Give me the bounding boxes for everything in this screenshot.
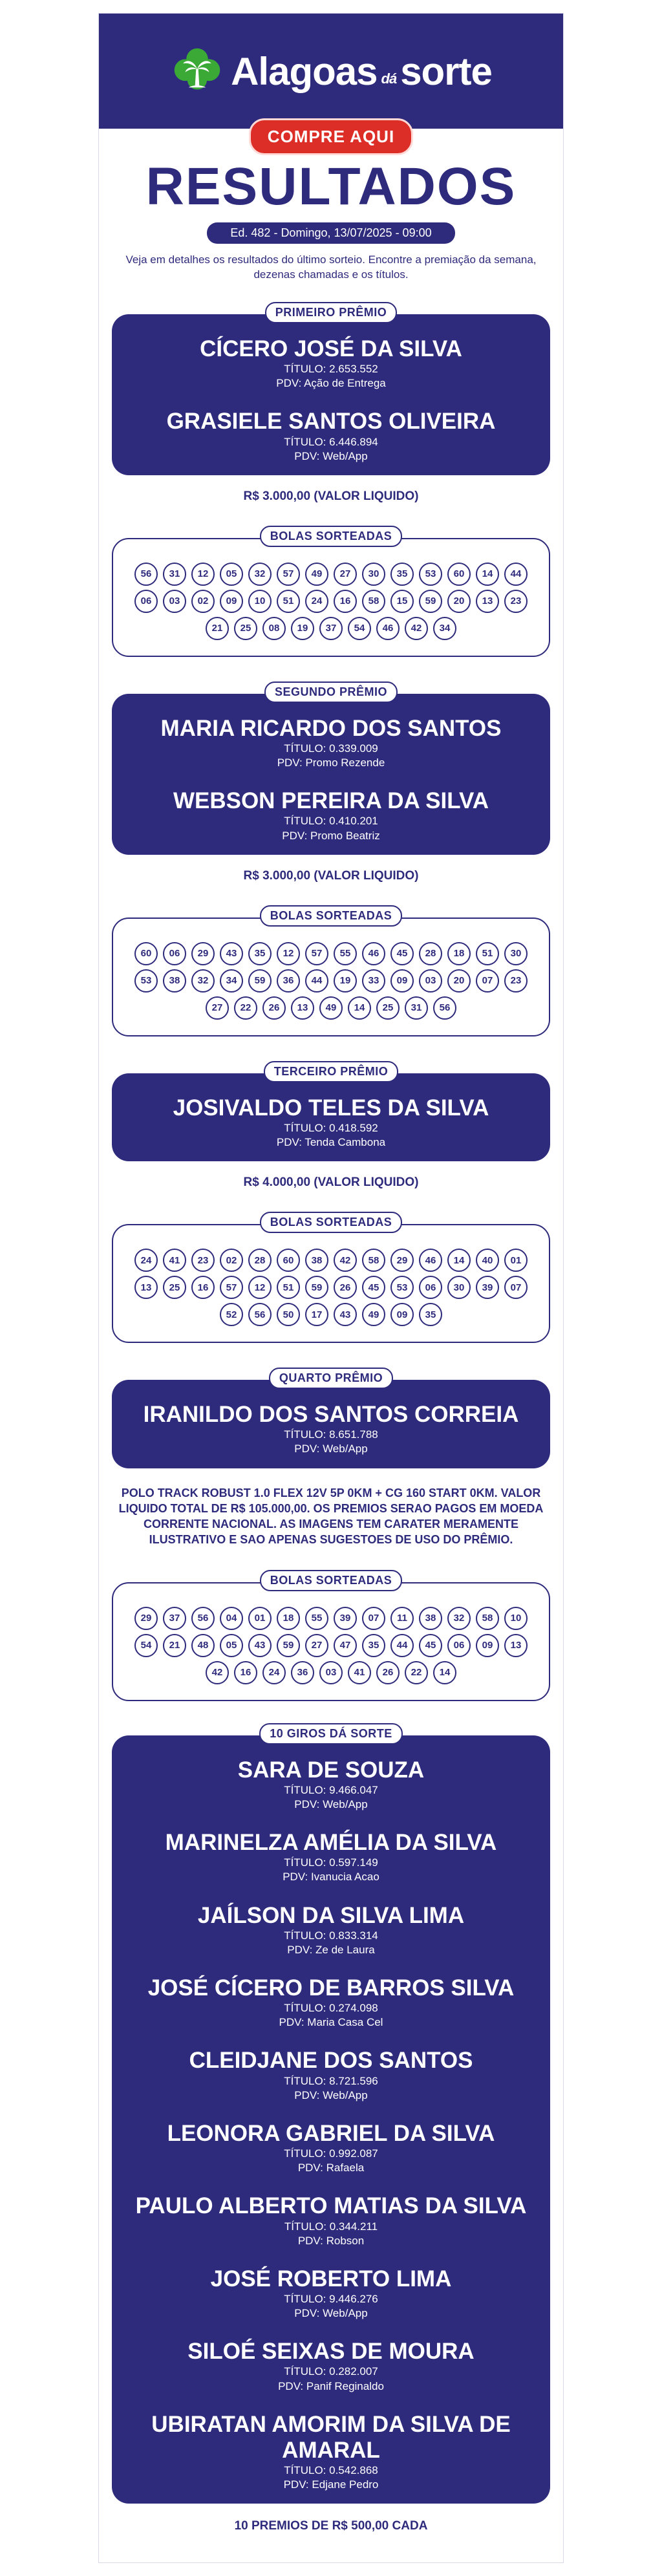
header	[99, 14, 563, 129]
winner-pdv: PDV: Robson	[297, 2234, 365, 2247]
ball: 35	[362, 1634, 385, 1657]
page-title: RESULTADOS	[145, 157, 517, 216]
winner-name: CÍCERO JOSÉ DA SILVA	[200, 336, 462, 361]
ball: 56	[191, 1607, 215, 1630]
winner-pdv: PDV: Web/App	[294, 2088, 368, 2101]
ball: 53	[134, 969, 158, 993]
balls-label: BOLAS SORTEADAS	[260, 905, 403, 927]
ball-row	[123, 969, 539, 993]
ball: 29	[191, 942, 215, 965]
winner-name: PAULO ALBERTO MATIAS DA SILVA	[135, 2193, 527, 2219]
ball: 35	[248, 942, 272, 965]
prize-label: PRIMEIRO PRÊMIO	[265, 302, 398, 323]
ball: 20	[447, 969, 471, 993]
ball-row	[123, 1303, 539, 1326]
ball: 60	[447, 563, 471, 586]
winner-pdv: PDV: Ze de Laura	[287, 1943, 375, 1956]
ball: 09	[390, 969, 414, 993]
ball: 18	[277, 1607, 300, 1630]
ball: 29	[390, 1249, 414, 1272]
winner-name: SARA DE SOUZA	[237, 1757, 425, 1783]
ball: 01	[248, 1607, 272, 1630]
ball: 39	[334, 1607, 357, 1630]
winner-titulo: TÍTULO: 0.597.149	[284, 1856, 378, 1869]
ball: 28	[419, 942, 442, 965]
ball: 31	[163, 563, 186, 586]
winner	[122, 409, 540, 463]
ball: 02	[191, 590, 215, 613]
ball: 50	[277, 1303, 300, 1326]
ball: 07	[362, 1607, 385, 1630]
ball: 12	[191, 563, 215, 586]
ball: 17	[305, 1303, 328, 1326]
ball-row	[123, 1607, 539, 1630]
ball: 13	[504, 1634, 528, 1657]
ball: 09	[476, 1634, 499, 1657]
ball: 01	[504, 1249, 528, 1272]
ball: 23	[504, 969, 528, 993]
winner-pdv: PDV: Web/App	[294, 1798, 368, 1811]
giros-label: 10 GIROS DÁ SORTE	[259, 1723, 403, 1744]
ball: 15	[390, 590, 414, 613]
ball: 13	[291, 996, 314, 1020]
ball: 10	[248, 590, 272, 613]
ball: 54	[348, 617, 371, 640]
ball: 51	[277, 590, 300, 613]
winner-titulo: TÍTULO: 0.542.868	[284, 2464, 378, 2477]
winner	[122, 716, 540, 770]
winner-titulo: TÍTULO: 0.344.211	[284, 2220, 378, 2233]
prize-box	[112, 1380, 550, 1468]
ball: 23	[504, 590, 528, 613]
ball-row	[123, 1276, 539, 1299]
ball: 13	[476, 590, 499, 613]
ball: 37	[163, 1607, 186, 1630]
balls-box	[112, 1582, 550, 1701]
prize-value: R$ 3.000,00 (VALOR LIQUIDO)	[243, 868, 419, 883]
ball: 25	[376, 996, 400, 1020]
brand-logo	[231, 49, 492, 94]
ball: 41	[163, 1249, 186, 1272]
winner-titulo: TÍTULO: 0.833.314	[284, 1929, 378, 1942]
ball: 42	[334, 1249, 357, 1272]
ball-row	[123, 617, 539, 640]
ball: 46	[362, 942, 385, 965]
ball: 57	[305, 942, 328, 965]
winner-pdv: PDV: Ação de Entrega	[276, 377, 386, 390]
ball: 25	[163, 1276, 186, 1299]
winner	[122, 2193, 540, 2248]
winner-titulo: TÍTULO: 0.274.098	[284, 2002, 378, 2015]
ball: 25	[234, 617, 257, 640]
ball: 56	[134, 563, 158, 586]
winner	[122, 1975, 540, 2030]
ball: 30	[447, 1276, 471, 1299]
prize-label: SEGUNDO PRÊMIO	[264, 682, 398, 703]
winner-name: IRANILDO DOS SANTOS CORREIA	[143, 1402, 519, 1428]
ball: 33	[362, 969, 385, 993]
prize-value: R$ 3.000,00 (VALOR LIQUIDO)	[243, 489, 419, 503]
ball: 46	[419, 1249, 442, 1272]
ball: 38	[419, 1607, 442, 1630]
ball: 09	[390, 1303, 414, 1326]
ball: 10	[504, 1607, 528, 1630]
ball: 58	[362, 590, 385, 613]
winner-name: JOSÉ ROBERTO LIMA	[210, 2266, 452, 2292]
ball: 41	[348, 1661, 371, 1684]
ball: 20	[447, 590, 471, 613]
ball-row	[123, 996, 539, 1020]
winner-name: GRASIELE SANTOS OLIVEIRA	[166, 409, 496, 435]
winner-name: JOSÉ CÍCERO DE BARROS SILVA	[147, 1975, 515, 2001]
ball: 22	[405, 1661, 428, 1684]
ball: 38	[163, 969, 186, 993]
winner-pdv: PDV: Edjane Pedro	[283, 2478, 379, 2491]
ball: 42	[405, 617, 428, 640]
balls-box	[112, 538, 550, 657]
prize-box	[112, 1073, 550, 1161]
ball: 16	[234, 1661, 257, 1684]
ball: 03	[163, 590, 186, 613]
winner	[122, 336, 540, 391]
ball: 14	[348, 996, 371, 1020]
ball-row	[123, 1661, 539, 1684]
ball: 05	[220, 563, 243, 586]
ball: 04	[220, 1607, 243, 1630]
ball: 59	[277, 1634, 300, 1657]
winner-titulo: TÍTULO: 9.466.047	[284, 1783, 378, 1796]
winner-name: JOSIVALDO TELES DA SILVA	[173, 1095, 489, 1121]
ball: 45	[362, 1276, 385, 1299]
ball: 26	[262, 996, 286, 1020]
winner-name: MARIA RICARDO DOS SANTOS	[160, 715, 502, 741]
buy-button[interactable]: COMPRE AQUI	[249, 118, 413, 155]
ball-row	[123, 590, 539, 613]
balls-label: BOLAS SORTEADAS	[260, 1212, 403, 1233]
ball: 47	[334, 1634, 357, 1657]
ball: 49	[305, 563, 328, 586]
prize-description: POLO TRACK ROBUST 1.0 FLEX 12V 5P 0KM + CG 160 START 0KM. VALOR LIQUIDO TOTAL DE R$ 105.000,00. OS PREMIOS SERAO PAGOS EM MOEDA CORRENTE NACIONAL. AS IMAGENS TEM CARATER MERAMENTE ILUSTRATIVO E SAO APENAS SUGESTOES DE USO DO PRÊMIO.	[118, 1486, 544, 1547]
winner-titulo: TÍTULO: 0.992.087	[284, 2147, 378, 2160]
winner-pdv: PDV: Web/App	[294, 2307, 368, 2320]
winner-pdv: PDV: Maria Casa Cel	[279, 2016, 383, 2029]
ball: 03	[319, 1661, 343, 1684]
balls-label: BOLAS SORTEADAS	[260, 526, 403, 547]
prize-label: QUARTO PRÊMIO	[269, 1368, 393, 1389]
ball: 11	[390, 1607, 414, 1630]
ball: 55	[334, 942, 357, 965]
winner-pdv: PDV: Rafaela	[297, 2162, 365, 2174]
ball: 58	[362, 1249, 385, 1272]
winner-titulo: TÍTULO: 0.418.592	[284, 1121, 378, 1134]
ball: 27	[334, 563, 357, 586]
ball: 06	[419, 1276, 442, 1299]
ball: 03	[419, 969, 442, 993]
winner-titulo: TÍTULO: 8.651.788	[284, 1428, 378, 1441]
ball: 45	[390, 942, 414, 965]
ball: 59	[419, 590, 442, 613]
intro-text: Veja em detalhes os resultados do último sorteio. Encontre a premiação da semana, dezenas chamadas e os títulos.	[125, 253, 537, 281]
winner-titulo: TÍTULO: 0.282.007	[284, 2365, 378, 2378]
ball: 53	[419, 563, 442, 586]
ball: 34	[220, 969, 243, 993]
ball: 42	[206, 1661, 229, 1684]
ball: 13	[134, 1276, 158, 1299]
prize-value: R$ 4.000,00 (VALOR LIQUIDO)	[243, 1175, 419, 1190]
ball: 49	[362, 1303, 385, 1326]
balls-label: BOLAS SORTEADAS	[260, 1570, 403, 1591]
ball: 24	[134, 1249, 158, 1272]
ball: 24	[262, 1661, 286, 1684]
ball: 48	[191, 1634, 215, 1657]
ball: 19	[291, 617, 314, 640]
ball: 16	[334, 590, 357, 613]
ball: 19	[334, 969, 357, 993]
ball: 51	[277, 1276, 300, 1299]
winner	[122, 1830, 540, 1884]
edition-badge: Ed. 482 - Domingo, 13/07/2025 - 09:00	[207, 222, 454, 244]
ball: 30	[362, 563, 385, 586]
ball: 18	[447, 942, 471, 965]
winner-name: SILOÉ SEIXAS DE MOURA	[187, 2339, 475, 2365]
winner-titulo: TÍTULO: 0.339.009	[284, 742, 378, 755]
giros-footer: 10 PREMIOS DE R$ 500,00 CADA	[234, 2519, 428, 2533]
winner-titulo: TÍTULO: 2.653.552	[284, 363, 378, 376]
ball: 57	[220, 1276, 243, 1299]
ball: 09	[220, 590, 243, 613]
winner	[122, 788, 540, 843]
winner-pdv: PDV: Web/App	[294, 449, 368, 462]
winner-titulo: TÍTULO: 6.446.894	[284, 435, 378, 448]
winner-name: MARINELZA AMÉLIA DA SILVA	[165, 1830, 497, 1856]
ball: 14	[476, 563, 499, 586]
ball: 14	[447, 1249, 471, 1272]
winner	[122, 2412, 540, 2493]
ball: 28	[248, 1249, 272, 1272]
winner	[122, 1402, 540, 1456]
ball: 44	[390, 1634, 414, 1657]
ball-row	[123, 563, 539, 586]
ball: 36	[291, 1661, 314, 1684]
winner	[122, 2121, 540, 2175]
winner-name: JAÍLSON DA SILVA LIMA	[197, 1902, 465, 1928]
ball: 34	[433, 617, 456, 640]
winner-name: UBIRATAN AMORIM DA SILVA DE AMARAL	[151, 2411, 511, 2463]
ball: 60	[134, 942, 158, 965]
winner-pdv: PDV: Web/App	[294, 1443, 368, 1455]
winner	[122, 1757, 540, 1812]
prize-label: TERCEIRO PRÊMIO	[264, 1061, 399, 1082]
ball: 32	[447, 1607, 471, 1630]
ball: 27	[305, 1634, 328, 1657]
ball: 06	[447, 1634, 471, 1657]
ball: 49	[319, 996, 343, 1020]
ball: 06	[163, 942, 186, 965]
ball: 53	[390, 1276, 414, 1299]
ball: 24	[305, 590, 328, 613]
winner-pdv: PDV: Promo Beatriz	[282, 829, 380, 842]
ball: 55	[305, 1607, 328, 1630]
brand-name-b: sorte	[400, 49, 492, 93]
ball: 21	[206, 617, 229, 640]
ball: 45	[419, 1634, 442, 1657]
ball: 22	[234, 996, 257, 1020]
winner-titulo: TÍTULO: 9.446.276	[284, 2293, 378, 2305]
ball: 35	[419, 1303, 442, 1326]
clover-palm-icon	[170, 44, 224, 98]
ball: 08	[262, 617, 286, 640]
ball: 12	[277, 942, 300, 965]
ball: 36	[277, 969, 300, 993]
ball: 16	[191, 1276, 215, 1299]
winner-name: LEONORA GABRIEL DA SILVA	[167, 2120, 495, 2146]
prize-box	[112, 314, 550, 475]
ball: 56	[433, 996, 456, 1020]
ball: 27	[206, 996, 229, 1020]
ball: 57	[277, 563, 300, 586]
ball: 07	[504, 1276, 528, 1299]
winner	[122, 2339, 540, 2393]
balls-box	[112, 918, 550, 1036]
ball: 14	[433, 1661, 456, 1684]
ball: 60	[277, 1249, 300, 1272]
prize-box	[112, 694, 550, 855]
giros-box	[112, 1735, 550, 2504]
brand-name-da: dá	[381, 70, 397, 87]
ball: 05	[220, 1634, 243, 1657]
winner	[122, 1903, 540, 1957]
ball: 02	[220, 1249, 243, 1272]
winner-titulo: TÍTULO: 8.721.596	[284, 2074, 378, 2087]
winner-pdv: PDV: Panif Reginaldo	[278, 2379, 384, 2392]
winner-name: WEBSON PEREIRA DA SILVA	[173, 788, 489, 814]
ball: 51	[476, 942, 499, 965]
results-page	[98, 13, 564, 2563]
ball: 32	[248, 563, 272, 586]
ball: 37	[319, 617, 343, 640]
winner-pdv: PDV: Promo Rezende	[277, 757, 385, 769]
ball: 56	[248, 1303, 272, 1326]
ball: 43	[248, 1634, 272, 1657]
ball: 38	[305, 1249, 328, 1272]
ball: 58	[476, 1607, 499, 1630]
ball: 23	[191, 1249, 215, 1272]
ball: 43	[334, 1303, 357, 1326]
winner	[122, 1095, 540, 1150]
ball: 21	[163, 1634, 186, 1657]
ball: 31	[405, 996, 428, 1020]
winner	[122, 2048, 540, 2102]
ball: 54	[134, 1634, 158, 1657]
ball: 43	[220, 942, 243, 965]
ball: 59	[248, 969, 272, 993]
brand-name-a: Alagoas	[231, 49, 378, 93]
ball: 59	[305, 1276, 328, 1299]
ball-row	[123, 1634, 539, 1657]
ball: 26	[376, 1661, 400, 1684]
winner-pdv: PDV: Tenda Cambona	[276, 1135, 386, 1148]
ball: 39	[476, 1276, 499, 1299]
winner-titulo: TÍTULO: 0.410.201	[284, 815, 378, 828]
ball: 26	[334, 1276, 357, 1299]
ball-row	[123, 1249, 539, 1272]
ball: 40	[476, 1249, 499, 1272]
winner-pdv: PDV: Ivanucia Acao	[283, 1871, 379, 1884]
ball: 12	[248, 1276, 272, 1299]
ball: 46	[376, 617, 400, 640]
ball: 35	[390, 563, 414, 586]
ball: 52	[220, 1303, 243, 1326]
balls-box	[112, 1224, 550, 1343]
winner-name: CLEIDJANE DOS SANTOS	[189, 2048, 473, 2074]
ball: 07	[476, 969, 499, 993]
ball: 29	[134, 1607, 158, 1630]
ball: 30	[504, 942, 528, 965]
ball: 44	[305, 969, 328, 993]
winner	[122, 2266, 540, 2321]
ball: 32	[191, 969, 215, 993]
ball: 44	[504, 563, 528, 586]
ball-row	[123, 942, 539, 965]
ball: 06	[134, 590, 158, 613]
